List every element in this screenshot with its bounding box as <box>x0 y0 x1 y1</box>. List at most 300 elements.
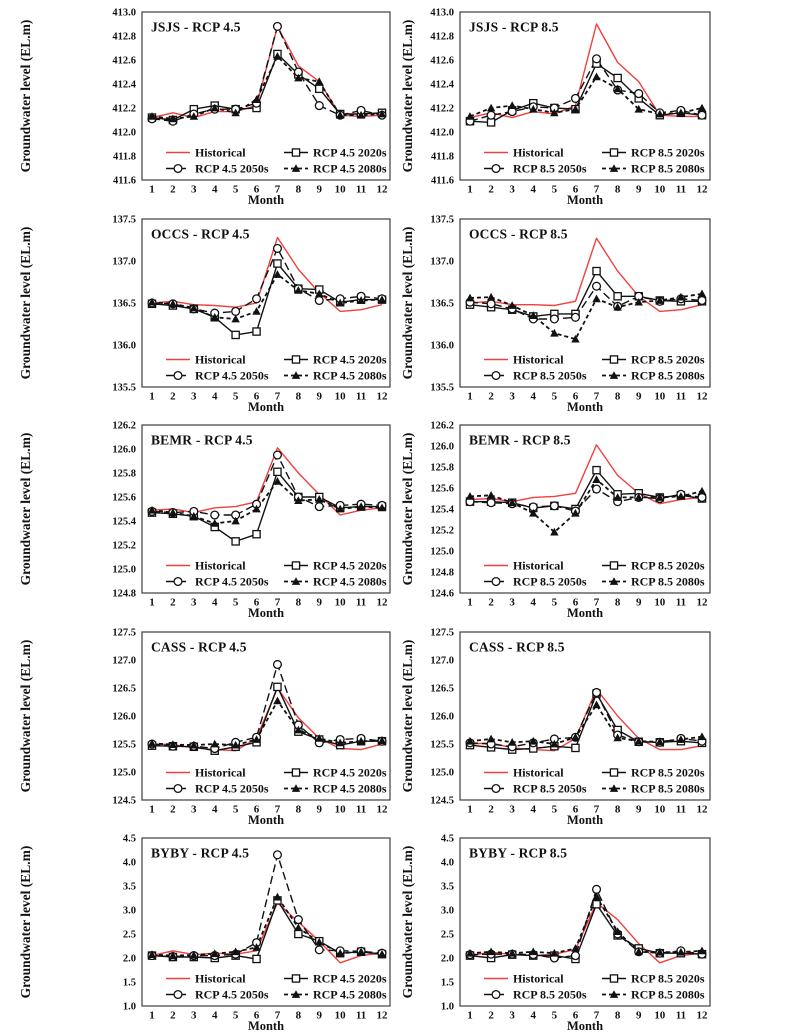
y-tick-label: 2.0 <box>440 953 455 965</box>
y-axis-label: Groundwater level (EL.m) <box>18 19 34 173</box>
series-markers-rcp-8-5-2080s <box>466 475 706 535</box>
chart-title: BEMR - RCP 4.5 <box>151 432 253 448</box>
x-tick-label: 7 <box>593 803 600 816</box>
x-tick-label: 5 <box>232 596 239 609</box>
x-tick-label: 10 <box>654 183 666 196</box>
x-tick-label: 1 <box>149 390 155 403</box>
y-tick-label: 125.0 <box>430 767 455 779</box>
open-circle-marker <box>492 784 500 792</box>
y-tick-label: 126.0 <box>112 444 137 456</box>
open-square-marker <box>232 331 239 338</box>
y-tick-label: 127.0 <box>112 655 137 667</box>
y-tick-label: 135.5 <box>112 382 137 394</box>
x-axis-label: Month <box>566 399 604 414</box>
x-tick-label: 2 <box>170 1009 176 1022</box>
open-circle-marker <box>698 494 706 502</box>
legend-entry-historical <box>166 765 246 779</box>
legend-entry-rcp-8-5-2050s <box>484 781 587 795</box>
x-tick-label: 9 <box>635 390 642 403</box>
x-tick-label: 8 <box>295 1009 302 1022</box>
legend-entry-rcp-8-5-2050s <box>484 988 587 1002</box>
x-tick-label: 2 <box>488 596 494 609</box>
x-tick-label: 6 <box>253 1009 260 1022</box>
open-circle-marker <box>593 688 601 696</box>
filled-triangle-marker <box>592 294 600 302</box>
x-tick-label: 1 <box>149 596 155 609</box>
open-circle-marker <box>315 102 323 110</box>
x-tick-label: 5 <box>551 803 558 816</box>
x-tick-label: 2 <box>488 390 494 403</box>
chart-panel-occs-rcp-8-5 <box>400 207 800 414</box>
x-tick-label: 8 <box>614 183 621 196</box>
x-tick-label: 11 <box>675 1009 687 1022</box>
x-tick-label: 10 <box>334 390 346 403</box>
legend-entry-rcp-4-5-2050s <box>166 161 269 175</box>
x-tick-label: 4 <box>211 183 218 196</box>
x-tick-label: 1 <box>467 183 473 196</box>
x-tick-label: 4 <box>530 183 537 196</box>
x-tick-label: 11 <box>675 183 687 196</box>
open-circle-marker <box>274 660 282 668</box>
y-tick-label: 1.0 <box>440 1001 455 1013</box>
open-circle-marker <box>698 111 706 119</box>
legend-label: RCP 4.5 2050s <box>195 161 269 176</box>
x-tick-label: 3 <box>191 803 197 816</box>
series-markers-rcp-4-5-2050s <box>148 244 386 316</box>
x-tick-label: 8 <box>614 596 621 609</box>
x-tick-label: 12 <box>696 390 708 403</box>
chart-title: BEMR - RCP 8.5 <box>469 432 571 448</box>
legend-label: Historical <box>195 558 246 573</box>
legend-entry-historical <box>166 352 246 366</box>
x-axis-label: Month <box>566 1019 604 1033</box>
legend-label: RCP 4.5 2050s <box>195 987 269 1002</box>
open-circle-marker <box>174 991 182 999</box>
x-tick-label: 3 <box>509 390 515 403</box>
open-circle-marker <box>487 111 495 119</box>
legend-label: RCP 8.5 2020s <box>630 971 705 986</box>
open-square-marker <box>292 149 299 156</box>
legend-label: RCP 8.5 2050s <box>513 368 587 383</box>
y-tick-label: 3.0 <box>440 905 455 917</box>
open-circle-marker <box>274 851 282 859</box>
x-axis-label: Month <box>247 812 285 827</box>
legend-entry-rcp-4-5-2020s <box>284 765 387 779</box>
y-tick-label: 125.2 <box>430 525 455 537</box>
y-axis-label: Groundwater level (EL.m) <box>400 226 416 379</box>
legend-label: RCP 4.5 2020s <box>312 352 387 367</box>
y-tick-label: 412.6 <box>112 55 137 67</box>
legend-label: RCP 4.5 2050s <box>195 574 269 589</box>
x-tick-label: 10 <box>654 803 666 816</box>
x-tick-label: 7 <box>274 596 281 609</box>
chart-title: JSJS - RCP 8.5 <box>469 19 559 35</box>
y-tick-label: 136.0 <box>430 340 455 352</box>
legend-entry-rcp-8-5-2020s <box>602 559 705 573</box>
y-tick-label: 4.5 <box>122 833 137 845</box>
filled-triangle-marker <box>698 104 706 112</box>
x-tick-label: 2 <box>488 803 494 816</box>
y-tick-label: 411.6 <box>112 175 137 187</box>
filled-triangle-marker <box>487 292 495 300</box>
legend-label: RCP 4.5 2020s <box>312 558 387 573</box>
series-markers-rcp-4-5-2050s <box>148 22 386 125</box>
x-tick-label: 1 <box>467 596 473 609</box>
y-tick-label: 125.2 <box>112 540 137 552</box>
legend-label: RCP 8.5 2020s <box>630 558 705 573</box>
y-tick-label: 125.5 <box>112 739 137 751</box>
x-tick-label: 6 <box>253 390 260 403</box>
x-tick-label: 1 <box>467 803 473 816</box>
open-circle-marker <box>315 946 323 954</box>
x-tick-label: 4 <box>530 803 537 816</box>
x-tick-label: 10 <box>654 1009 666 1022</box>
x-tick-label: 1 <box>149 1009 155 1022</box>
y-tick-label: 136.5 <box>430 298 455 310</box>
open-square-marker <box>253 956 260 963</box>
chart-svg-jsjs-rcp-4-5 <box>0 0 400 207</box>
x-tick-label: 10 <box>654 596 666 609</box>
x-tick-label: 8 <box>295 390 302 403</box>
y-tick-label: 126.0 <box>430 711 455 723</box>
legend-label: RCP 4.5 2020s <box>312 145 387 160</box>
y-tick-label: 125.5 <box>430 739 455 751</box>
x-axis-label: Month <box>566 812 604 827</box>
open-circle-marker <box>492 371 500 379</box>
y-axis-label: Groundwater level (EL.m) <box>18 846 34 999</box>
y-tick-label: 126.2 <box>112 420 137 432</box>
y-tick-label: 137.0 <box>112 256 137 268</box>
y-tick-label: 127.5 <box>112 627 137 639</box>
y-axis-label: Groundwater level (EL.m) <box>400 19 416 173</box>
legend-label: RCP 4.5 2020s <box>312 765 387 780</box>
y-tick-label: 125.0 <box>430 546 455 558</box>
chart-title: JSJS - RCP 4.5 <box>151 19 241 35</box>
series-line-rcp-4-5-2050s <box>152 664 382 748</box>
open-circle-marker <box>211 511 219 519</box>
legend-label: Historical <box>513 765 564 780</box>
x-tick-label: 3 <box>509 803 515 816</box>
series-line-rcp-8-5-2080s <box>470 77 702 117</box>
open-square-marker <box>614 74 621 81</box>
chart-panel-bemr-rcp-8-5 <box>400 413 800 620</box>
x-tick-label: 9 <box>316 183 323 196</box>
x-tick-label: 9 <box>316 803 323 816</box>
open-circle-marker <box>174 784 182 792</box>
legend-label: RCP 4.5 2080s <box>312 368 387 383</box>
filled-triangle-marker <box>508 101 516 109</box>
y-tick-label: 124.8 <box>430 567 455 579</box>
y-tick-label: 125.4 <box>112 516 137 528</box>
chart-title: CASS - RCP 8.5 <box>469 639 565 655</box>
y-tick-label: 413.0 <box>112 7 137 19</box>
y-tick-label: 1.0 <box>122 1001 137 1013</box>
x-tick-label: 12 <box>696 183 708 196</box>
series-line-rcp-8-5-2020s <box>470 470 702 509</box>
chart-svg-jsjs-rcp-8-5 <box>400 0 800 207</box>
y-tick-label: 127.5 <box>430 627 455 639</box>
open-square-marker <box>614 292 621 299</box>
x-tick-label: 7 <box>593 390 600 403</box>
x-tick-label: 2 <box>170 803 176 816</box>
legend-label: RCP 8.5 2050s <box>513 574 587 589</box>
x-tick-label: 6 <box>253 183 260 196</box>
chart-panel-cass-rcp-4-5 <box>0 620 400 827</box>
y-tick-label: 412.0 <box>112 127 137 139</box>
y-tick-label: 126.0 <box>430 441 455 453</box>
x-tick-label: 12 <box>696 803 708 816</box>
legend-label: RCP 8.5 2080s <box>630 574 705 589</box>
x-tick-label: 9 <box>635 183 642 196</box>
y-tick-label: 125.0 <box>112 767 137 779</box>
open-circle-marker <box>572 313 580 321</box>
open-square-marker <box>593 901 600 908</box>
legend-label: RCP 4.5 2080s <box>312 161 387 176</box>
open-circle-marker <box>698 296 706 304</box>
legend-label: Historical <box>513 352 564 367</box>
series-line-historical <box>470 24 702 118</box>
x-axis-label: Month <box>247 192 285 207</box>
x-tick-label: 1 <box>149 183 155 196</box>
x-tick-label: 7 <box>593 183 600 196</box>
x-tick-label: 6 <box>572 803 579 816</box>
x-tick-label: 9 <box>316 596 323 609</box>
x-tick-label: 6 <box>572 183 579 196</box>
y-tick-label: 124.6 <box>430 588 455 600</box>
x-tick-label: 1 <box>149 803 155 816</box>
y-tick-label: 126.2 <box>430 420 455 432</box>
filled-triangle-marker <box>231 314 239 322</box>
open-square-marker <box>572 744 579 751</box>
legend-entry-rcp-4-5-2050s <box>166 575 269 589</box>
series-line-rcp-4-5-2020s <box>152 472 382 542</box>
open-square-marker <box>292 355 299 362</box>
x-axis-label: Month <box>247 399 285 414</box>
legend-label: Historical <box>195 765 246 780</box>
x-tick-label: 8 <box>614 803 621 816</box>
legend-label: RCP 8.5 2080s <box>630 781 705 796</box>
x-tick-label: 6 <box>253 596 260 609</box>
series-line-rcp-8-5-2050s <box>470 59 702 121</box>
legend-entry-rcp-8-5-2080s <box>602 575 705 589</box>
chart-svg-occs-rcp-4-5 <box>0 207 400 414</box>
legend-label: Historical <box>513 145 564 160</box>
y-tick-label: 411.6 <box>430 175 455 187</box>
x-tick-label: 11 <box>675 803 687 816</box>
x-tick-label: 7 <box>274 183 281 196</box>
x-tick-label: 7 <box>593 1009 600 1022</box>
legend-entry-rcp-4-5-2050s <box>166 781 269 795</box>
legend-label: RCP 8.5 2050s <box>513 161 587 176</box>
y-tick-label: 412.6 <box>430 55 455 67</box>
chart-title: BYBY - RCP 8.5 <box>469 845 568 861</box>
x-tick-label: 9 <box>635 596 642 609</box>
y-axis-label: Groundwater level (EL.m) <box>400 846 416 999</box>
y-tick-label: 3.0 <box>122 905 137 917</box>
legend-entry-rcp-4-5-2020s <box>284 559 387 573</box>
open-square-marker <box>593 467 600 474</box>
open-circle-marker <box>550 315 558 323</box>
open-square-marker <box>274 683 281 690</box>
y-tick-label: 411.8 <box>430 151 455 163</box>
x-tick-label: 11 <box>355 183 367 196</box>
y-tick-label: 412.2 <box>430 103 455 115</box>
y-axis-label: Groundwater level (EL.m) <box>18 226 34 379</box>
legend-label: RCP 4.5 2020s <box>312 971 387 986</box>
x-tick-label: 11 <box>355 1009 367 1022</box>
legend-entry-historical <box>484 972 564 986</box>
open-square-marker <box>316 85 323 92</box>
open-square-marker <box>292 975 299 982</box>
legend-entry-rcp-4-5-2020s <box>284 352 387 366</box>
x-tick-label: 2 <box>170 183 176 196</box>
legend-label: Historical <box>513 971 564 986</box>
y-tick-label: 2.5 <box>122 929 137 941</box>
x-tick-label: 11 <box>675 596 687 609</box>
legend-entry-rcp-8-5-2080s <box>602 161 705 175</box>
open-circle-marker <box>572 952 580 960</box>
y-tick-label: 2.0 <box>122 953 137 965</box>
open-square-marker <box>487 119 494 126</box>
x-tick-label: 10 <box>654 390 666 403</box>
x-tick-label: 7 <box>274 803 281 816</box>
y-tick-label: 127.0 <box>430 655 455 667</box>
x-tick-label: 3 <box>509 183 515 196</box>
x-tick-label: 2 <box>170 596 176 609</box>
x-tick-label: 6 <box>572 1009 579 1022</box>
legend-entry-historical <box>484 765 564 779</box>
x-tick-label: 4 <box>211 390 218 403</box>
x-tick-label: 4 <box>211 1009 218 1022</box>
open-circle-marker <box>487 300 495 308</box>
open-circle-marker <box>315 503 323 511</box>
x-tick-label: 8 <box>614 390 621 403</box>
y-tick-label: 125.0 <box>112 564 137 576</box>
x-tick-label: 3 <box>191 183 197 196</box>
legend-entry-historical <box>484 352 564 366</box>
x-tick-label: 12 <box>376 1009 388 1022</box>
chart-panel-cass-rcp-8-5 <box>400 620 800 827</box>
series-line-rcp-4-5-2050s <box>152 855 382 957</box>
x-axis-label: Month <box>247 1019 285 1033</box>
series-line-rcp-8-5-2080s <box>470 480 702 532</box>
x-tick-label: 3 <box>509 1009 515 1022</box>
x-tick-label: 5 <box>232 390 239 403</box>
x-tick-label: 7 <box>274 1009 281 1022</box>
x-tick-label: 11 <box>355 390 367 403</box>
legend-label: Historical <box>195 352 246 367</box>
legend-label: RCP 8.5 2050s <box>513 781 587 796</box>
x-tick-label: 4 <box>530 596 537 609</box>
y-tick-label: 412.0 <box>430 127 455 139</box>
open-circle-marker <box>492 991 500 999</box>
x-tick-label: 3 <box>191 596 197 609</box>
y-tick-label: 1.5 <box>440 977 455 989</box>
legend-entry-rcp-8-5-2020s <box>602 765 705 779</box>
chart-svg-bemr-rcp-4-5 <box>0 413 400 620</box>
y-axis-label: Groundwater level (EL.m) <box>18 432 34 586</box>
y-tick-label: 412.8 <box>430 31 455 43</box>
open-circle-marker <box>315 296 323 304</box>
chart-panel-byby-rcp-8-5 <box>400 826 800 1033</box>
open-square-marker <box>610 769 617 776</box>
y-tick-label: 125.8 <box>430 462 455 474</box>
x-tick-label: 10 <box>334 1009 346 1022</box>
legend-label: RCP 8.5 2020s <box>630 145 705 160</box>
open-square-marker <box>274 260 281 267</box>
legend-entry-historical <box>166 145 246 159</box>
open-circle-marker <box>274 451 282 459</box>
series-line-rcp-8-5-2080s <box>470 705 702 744</box>
chart-svg-byby-rcp-8-5 <box>400 826 800 1033</box>
y-tick-label: 412.2 <box>112 103 137 115</box>
legend-entry-historical <box>484 145 564 159</box>
series-markers-rcp-4-5-2020s <box>148 50 385 123</box>
chart-panel-jsjs-rcp-4-5 <box>0 0 400 207</box>
series-markers-rcp-4-5-2080s <box>148 696 386 748</box>
x-tick-label: 3 <box>191 1009 197 1022</box>
legend-entry-historical <box>484 559 564 573</box>
open-circle-marker <box>593 282 601 290</box>
open-circle-marker <box>274 244 282 252</box>
open-circle-marker <box>593 485 601 493</box>
series-line-historical <box>152 903 382 963</box>
x-tick-label: 5 <box>551 596 558 609</box>
legend-entry-rcp-8-5-2050s <box>484 575 587 589</box>
y-tick-label: 137.0 <box>430 256 455 268</box>
chart-panel-jsjs-rcp-8-5 <box>400 0 800 207</box>
series-line-historical <box>470 445 702 504</box>
legend-label: RCP 4.5 2080s <box>312 987 387 1002</box>
x-tick-label: 5 <box>232 183 239 196</box>
x-tick-label: 5 <box>551 390 558 403</box>
legend-label: RCP 8.5 2080s <box>630 161 705 176</box>
open-circle-marker <box>593 55 601 63</box>
y-tick-label: 412.8 <box>112 31 137 43</box>
x-axis-label: Month <box>566 192 604 207</box>
open-square-marker <box>295 931 302 938</box>
filled-triangle-marker <box>273 696 281 704</box>
y-tick-label: 126.5 <box>430 683 455 695</box>
y-tick-label: 411.8 <box>112 151 137 163</box>
filled-triangle-marker <box>487 491 495 499</box>
y-tick-label: 2.5 <box>440 929 455 941</box>
legend-entry-rcp-4-5-2020s <box>284 145 387 159</box>
series-line-rcp-4-5-2050s <box>152 26 382 121</box>
x-tick-label: 2 <box>170 390 176 403</box>
legend-label: Historical <box>513 558 564 573</box>
x-tick-label: 6 <box>253 803 260 816</box>
y-tick-label: 135.5 <box>430 382 455 394</box>
x-tick-label: 12 <box>696 596 708 609</box>
open-circle-marker <box>174 165 182 173</box>
legend-entry-rcp-8-5-2080s <box>602 781 705 795</box>
x-tick-label: 4 <box>211 596 218 609</box>
legend-entry-rcp-4-5-2050s <box>166 368 269 382</box>
x-tick-label: 8 <box>295 596 302 609</box>
open-circle-marker <box>635 90 643 98</box>
y-tick-label: 136.5 <box>112 298 137 310</box>
legend-entry-rcp-4-5-2050s <box>166 988 269 1002</box>
legend-entry-rcp-4-5-2080s <box>284 161 387 175</box>
y-tick-label: 125.8 <box>112 468 137 480</box>
x-tick-label: 1 <box>467 1009 473 1022</box>
legend-label: RCP 8.5 2020s <box>630 765 705 780</box>
open-circle-marker <box>492 578 500 586</box>
legend-entry-rcp-8-5-2050s <box>484 368 587 382</box>
open-square-marker <box>292 769 299 776</box>
x-tick-label: 11 <box>355 596 367 609</box>
